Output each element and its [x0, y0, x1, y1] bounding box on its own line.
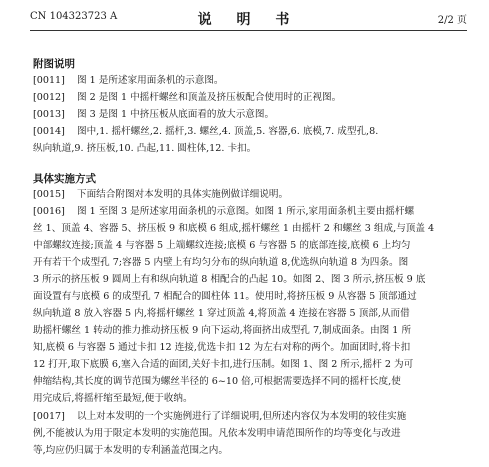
paragraph-0014 — [33, 123, 473, 157]
paragraph-tag: [0015] — [33, 189, 65, 200]
publication-number: CN 104323723 A — [30, 11, 118, 22]
paragraph-line: 面设置有与底模 6 的成型孔 7 相配合的圆柱体 11。使用时,将挤压板 9 从容器 5 顶部通过 — [33, 291, 417, 302]
paragraph-0016 — [33, 203, 473, 407]
page-header — [30, 9, 467, 27]
paragraph-tag: [0013] — [33, 109, 65, 120]
paragraph-line: 图 1 是所述家用面条机的示意图。 — [77, 75, 224, 86]
document-title: 说 明 书 — [197, 12, 300, 28]
paragraph-line: 3 所示的挤压板 9 圆周上有和纵向轨道 8 相配合的凸起 10。如图 2、图 3 所示,挤压板 9 底 — [33, 274, 426, 285]
paragraph-tag: [0012] — [33, 92, 65, 103]
paragraph-line: 图 1 至图 3 是所述家用面条机的示意图。如图 1 所示,家用面条机主要由摇杆螺 — [77, 206, 415, 217]
paragraph-tag: [0014] — [33, 126, 65, 137]
paragraph-line: 下面结合附图对本发明的具体实施例做详细说明。 — [77, 189, 289, 200]
paragraph-line: 开有若干个成型孔 7;容器 5 内壁上有均匀分布的纵向轨道 8,优选纵向轨道 8 为四条。图 — [33, 257, 409, 268]
paragraph-0011 — [33, 72, 473, 89]
paragraph-tag: [0017] — [33, 411, 65, 422]
paragraph-line: 纵向轨道,9. 挤压板,10. 凸起,11. 圆柱体,12. 卡扣。 — [33, 143, 257, 154]
paragraph-line: 助摇杆螺丝 1 转动的推力推动挤压板 9 向下运动,将面挤出成型孔 7,制成面条。由图 1 所 — [33, 325, 412, 336]
section-heading: 附图说明 — [33, 58, 75, 70]
paragraph-line: 丝 1、顶盖 4、容器 5、挤压板 9 和底模 6 组成,摇杆螺丝 1 由摇杆 2 和螺丝 3 组成,与顶盖 4 — [33, 223, 435, 234]
paragraph-line: 中部螺纹连接;顶盖 4 与容器 5 上端螺纹连接;底模 6 与容器 5 的底部连接,底模 6 上均匀 — [33, 240, 411, 251]
paragraph-line: 以上对本发明的一个实施例进行了详细说明,但所述内容仅为本发明的较佳实施 — [77, 411, 407, 422]
paragraph-line: 图 2 是图 1 中摇杆螺丝和顶盖及挤压板配合使用时的正视图。 — [77, 92, 342, 103]
paragraph-tag: [0016] — [33, 206, 65, 217]
paragraph-line: 知,底模 6 与容器 5 通过卡扣 12 连接,优选卡扣 12 为左右对称的两个。加面团时,将卡扣 — [33, 342, 411, 353]
header-divider — [30, 30, 467, 31]
paragraph-0015 — [33, 186, 473, 203]
paragraph-line: 例,不能被认为用于限定本发明的实施范围。凡依本发明申请范围所作的均等变化与改进 — [33, 428, 401, 439]
paragraph-line: 纵向轨道 8 放入容器 5 内,将摇杆螺丝 1 穿过顶盖 4,将顶盖 4 连接在容器 5 顶部,从而借 — [33, 308, 410, 319]
page-number: 2/2 页 — [437, 15, 467, 26]
paragraph-tag: [0011] — [33, 75, 65, 86]
paragraph-line: 用完成后,将摇杆缩至最短,便于收纳。 — [33, 393, 193, 404]
paragraph-line: 伸缩结构,其长度的调节范围为螺丝半径的 6~10 倍,可根据需要选择不同的摇杆长度,使 — [33, 376, 401, 387]
paragraph-0012 — [33, 89, 473, 106]
paragraph-line: 图 3 是图 1 中挤压板从底面看的放大示意图。 — [77, 109, 275, 120]
paragraph-0017 — [33, 408, 473, 459]
paragraph-line: 图中,1. 摇杆螺丝,2. 摇杆,3. 螺丝,4. 顶盖,5. 容器,6. 底模,7. 成型孔,8. — [77, 126, 379, 137]
paragraph-line: 等,均应仍归属于本发明的专利涵盖范围之内。 — [33, 445, 228, 456]
section-heading: 具体实施方式 — [33, 173, 96, 185]
paragraph-line: 12 打开,取下底膜 6,塞入合适的面团,关好卡扣,进行压制。如图 1、图 2 所示,摇杆 2 为可 — [33, 359, 414, 370]
paragraph-0013 — [33, 106, 473, 123]
